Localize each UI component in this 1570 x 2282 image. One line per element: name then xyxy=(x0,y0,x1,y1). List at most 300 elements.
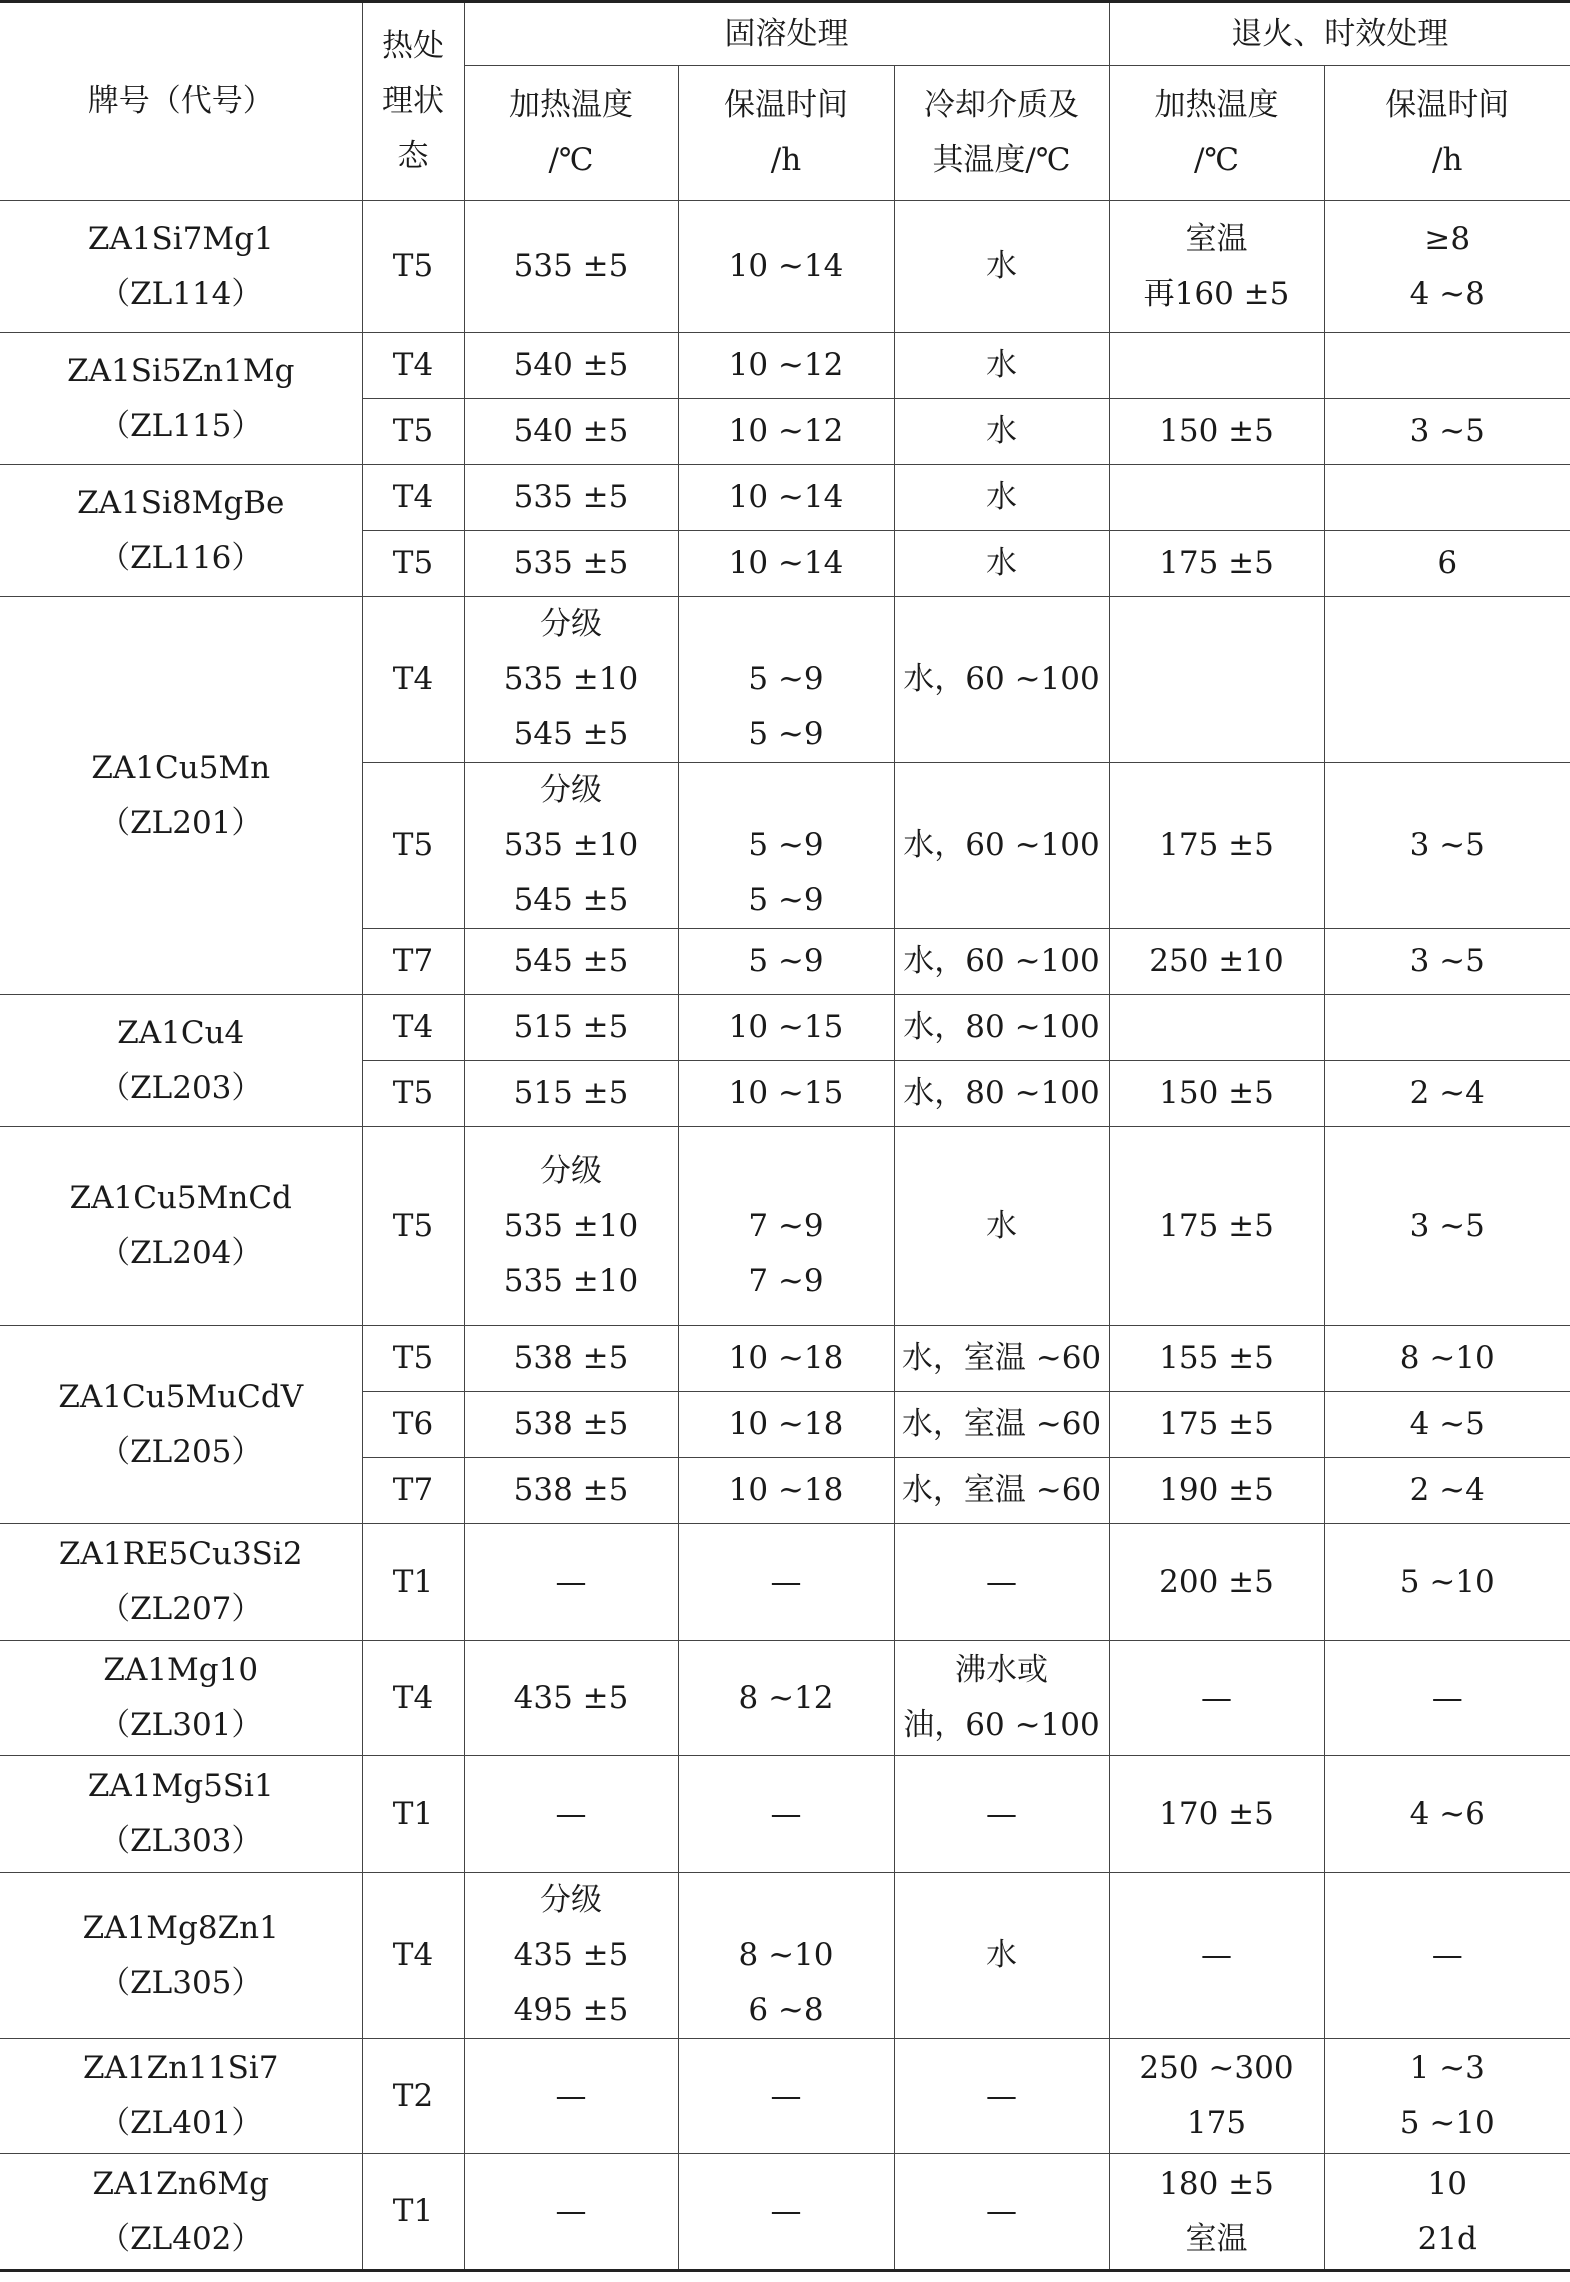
cell-line: 分级 xyxy=(540,1152,602,1189)
cell-line: 540 ±5 xyxy=(513,413,629,449)
solution-time-cell xyxy=(678,1061,894,1127)
cell-line: （ZL305） xyxy=(99,1964,263,2001)
solution-time-cell xyxy=(678,995,894,1061)
cell-line: — xyxy=(770,2193,802,2229)
solution-time-cell xyxy=(678,465,894,531)
aging-time-cell xyxy=(1324,1392,1570,1458)
grade-cell xyxy=(0,597,362,995)
cell-line: 535 ±10 xyxy=(503,827,639,863)
cell-line: 水，室温 ~60 xyxy=(901,1340,1102,1376)
aging-time-cell xyxy=(1324,929,1570,995)
cell-line xyxy=(681,1873,892,1928)
cell-line: 分级 xyxy=(540,772,602,808)
aging-time-cell xyxy=(1324,531,1570,597)
aging-temperature-cell xyxy=(1109,1458,1324,1524)
cell-line xyxy=(1112,470,1322,525)
cell-line: — xyxy=(1201,1679,1232,1716)
table-row xyxy=(0,1326,1570,1392)
cell-line: （ZL114） xyxy=(99,275,263,312)
cell-line xyxy=(1112,1000,1322,1055)
cooling-medium-cell xyxy=(894,333,1109,399)
cell-line: 435 ±5 xyxy=(513,1937,629,1973)
cell-line xyxy=(1327,652,1569,707)
cell-line: 水，60 ~100 xyxy=(903,943,1100,979)
cell-line: 535 ±5 xyxy=(513,545,629,581)
cell-line: 10 ~12 xyxy=(728,347,844,383)
header-row-1 xyxy=(0,2,1570,66)
header-solution-group xyxy=(464,2,1109,66)
state-cell: T1 xyxy=(362,1524,464,1641)
state-cell: T6 xyxy=(362,1392,464,1458)
grade-cell xyxy=(0,1127,362,1326)
cooling-medium-cell xyxy=(894,1756,1109,1873)
header-solution-label: 固溶处理 xyxy=(724,15,849,52)
aging-temperature-cell xyxy=(1109,2039,1324,2154)
cooling-medium-cell xyxy=(894,1524,1109,1641)
cell-line: （ZL204） xyxy=(99,1235,263,1271)
cooling-medium-cell xyxy=(894,201,1109,333)
header-line: 其温度/℃ xyxy=(932,142,1071,178)
header-cooling-medium xyxy=(894,66,1109,201)
cell-line: ZA1Mg10 xyxy=(103,1652,259,1688)
cell-line: （ZL205） xyxy=(99,1433,263,1470)
solution-time-cell xyxy=(678,1756,894,1873)
table-row xyxy=(0,1641,1570,1756)
solution-temperature-cell xyxy=(464,2154,678,2271)
cell-line: 5 ~9 xyxy=(748,882,824,918)
cell-line: 10 xyxy=(1427,2165,1467,2202)
table-row xyxy=(0,2154,1570,2271)
solution-time-cell xyxy=(678,1458,894,1524)
aging-temperature-cell xyxy=(1109,1127,1324,1326)
cell-line: 2 ~4 xyxy=(1409,1075,1485,1111)
table-row xyxy=(0,2039,1570,2154)
cooling-medium-cell xyxy=(894,465,1109,531)
cell-line: 室温 xyxy=(1185,2220,1248,2257)
state-cell: T5 xyxy=(362,201,464,333)
cell-line: ZA1Cu4 xyxy=(117,1014,245,1051)
cell-line: — xyxy=(555,1563,587,1600)
cell-line: 7 ~9 xyxy=(748,1207,824,1244)
cell-line: 10 ~14 xyxy=(728,545,844,581)
cell-line: — xyxy=(770,1563,802,1600)
solution-temperature-cell xyxy=(464,763,678,929)
cell-line: 10 ~18 xyxy=(728,1340,844,1376)
cell-line: 515 ±5 xyxy=(513,1009,629,1045)
cell-line: 435 ±5 xyxy=(513,1679,629,1716)
state-cell: T4 xyxy=(362,597,464,763)
cell-line: 10 ~15 xyxy=(728,1075,844,1111)
cell-line: ZA1Si5Zn1Mg xyxy=(67,352,295,389)
state-cell: T4 xyxy=(362,465,464,531)
state-cell: T5 xyxy=(362,399,464,465)
cell-line: 4 ~8 xyxy=(1409,275,1485,312)
cell-line: ≥8 xyxy=(1424,220,1471,257)
solution-temperature-cell xyxy=(464,1458,678,1524)
cell-line: 250 ~300 xyxy=(1139,2050,1294,2086)
state-cell: T7 xyxy=(362,929,464,995)
cell-line: 6 ~8 xyxy=(748,1992,824,2028)
cell-line: 535 ±5 xyxy=(513,479,629,515)
cell-line: 水，室温 ~60 xyxy=(901,1406,1102,1442)
cell-line: 8 ~10 xyxy=(738,1937,834,1973)
cell-line: ZA1Si7Mg1 xyxy=(87,220,274,257)
cell-line: 540 ±5 xyxy=(513,347,629,383)
header-line: 冷却介质及 xyxy=(924,87,1079,123)
aging-temperature-cell xyxy=(1109,465,1324,531)
cell-line: — xyxy=(986,2077,1017,2114)
cooling-medium-cell xyxy=(894,1641,1109,1756)
cell-line: 538 ±5 xyxy=(513,1472,629,1508)
header-solution-temperature xyxy=(464,66,678,201)
table-row xyxy=(0,1756,1570,1873)
aging-time-cell xyxy=(1324,1127,1570,1326)
cell-line: 495 ±5 xyxy=(513,1992,629,2028)
cell-line: 535 ±10 xyxy=(503,661,639,697)
cooling-medium-cell xyxy=(894,399,1109,465)
grade-cell xyxy=(0,1756,362,1873)
cell-line: （ZL203） xyxy=(99,1069,263,1106)
grade-cell xyxy=(0,1641,362,1756)
state-cell: T2 xyxy=(362,2039,464,2154)
cell-line: 水 xyxy=(986,248,1017,284)
cell-line xyxy=(681,763,892,818)
cell-line: ZA1Si8MgBe xyxy=(77,484,285,521)
cell-line: ZA1Zn11Si7 xyxy=(83,2050,279,2086)
solution-temperature-cell xyxy=(464,1061,678,1127)
cell-line: 水 xyxy=(986,347,1017,383)
cooling-medium-cell xyxy=(894,1873,1109,2039)
cell-line: 水 xyxy=(986,1937,1017,1973)
solution-temperature-cell xyxy=(464,531,678,597)
cell-line: 5 ~10 xyxy=(1399,1563,1495,1600)
cooling-medium-cell xyxy=(894,1458,1109,1524)
cell-line: 5 ~9 xyxy=(748,716,824,752)
header-aging-group xyxy=(1109,2,1570,66)
header-line: 加热温度 xyxy=(509,87,633,123)
cell-line: 10 ~18 xyxy=(728,1472,844,1508)
header-grade-label: 牌号（代号） xyxy=(87,83,274,119)
aging-temperature-cell xyxy=(1109,1326,1324,1392)
cell-line: 水，80 ~100 xyxy=(903,1009,1100,1045)
header-line: 加热温度 xyxy=(1154,87,1279,123)
cell-line xyxy=(1112,652,1322,707)
cell-line: 水 xyxy=(986,479,1017,515)
cell-line: 3 ~5 xyxy=(1409,1207,1485,1244)
state-cell: T7 xyxy=(362,1458,464,1524)
aging-temperature-cell xyxy=(1109,1524,1324,1641)
aging-temperature-cell xyxy=(1109,597,1324,763)
solution-time-cell xyxy=(678,531,894,597)
cooling-medium-cell xyxy=(894,2039,1109,2154)
cell-line: 8 ~10 xyxy=(1399,1340,1495,1376)
cell-line: 7 ~9 xyxy=(748,1262,824,1299)
table-row xyxy=(0,1127,1570,1326)
state-cell: T1 xyxy=(362,1756,464,1873)
cell-line: （ZL116） xyxy=(99,539,263,576)
state-cell: T5 xyxy=(362,1061,464,1127)
cell-line: 6 xyxy=(1437,545,1458,581)
header-aging-label: 退火、时效处理 xyxy=(1231,15,1449,52)
aging-temperature-cell xyxy=(1109,929,1324,995)
cell-line: （ZL402） xyxy=(99,2220,263,2257)
cell-line: 180 ±5 xyxy=(1159,2165,1274,2202)
header-grade xyxy=(0,2,362,201)
cell-line xyxy=(1327,338,1569,393)
cell-line: 5 ~9 xyxy=(748,661,824,697)
cell-line: 水，60 ~100 xyxy=(903,661,1100,697)
aging-temperature-cell xyxy=(1109,201,1324,333)
cell-line: 175 ±5 xyxy=(1159,545,1274,581)
solution-time-cell xyxy=(678,2039,894,2154)
grade-cell xyxy=(0,333,362,465)
solution-temperature-cell xyxy=(464,995,678,1061)
cell-line: 200 ±5 xyxy=(1159,1563,1274,1600)
solution-time-cell xyxy=(678,1641,894,1756)
aging-time-cell xyxy=(1324,2154,1570,2271)
solution-time-cell xyxy=(678,333,894,399)
solution-time-cell xyxy=(678,597,894,763)
cell-line: — xyxy=(555,2077,587,2114)
header-line: /℃ xyxy=(1193,142,1240,178)
aging-time-cell xyxy=(1324,399,1570,465)
cell-line: 545 ±5 xyxy=(513,716,629,752)
grade-cell xyxy=(0,995,362,1127)
solution-temperature-cell xyxy=(464,597,678,763)
cell-line: （ZL207） xyxy=(99,1591,263,1627)
cell-line: （ZL401） xyxy=(99,2105,263,2141)
cell-line: 538 ±5 xyxy=(513,1340,629,1376)
cell-line: ZA1Cu5Mn xyxy=(91,749,271,786)
state-cell: T1 xyxy=(362,2154,464,2271)
solution-time-cell xyxy=(678,1127,894,1326)
header-aging-time xyxy=(1324,66,1570,201)
cell-line: 535 ±10 xyxy=(503,1207,639,1244)
cell-line: 175 ±5 xyxy=(1159,827,1274,863)
cell-line: 3 ~5 xyxy=(1409,413,1485,449)
cell-line: — xyxy=(986,1795,1017,1832)
cell-line: 535 ±10 xyxy=(503,1262,639,1299)
cell-line: 515 ±5 xyxy=(513,1075,629,1111)
cell-line: 150 ±5 xyxy=(1159,413,1274,449)
cell-line: 水 xyxy=(986,413,1017,449)
solution-temperature-cell xyxy=(464,1641,678,1756)
grade-cell xyxy=(0,465,362,597)
aging-temperature-cell xyxy=(1109,1756,1324,1873)
header-state xyxy=(362,2,464,201)
header-line: /h xyxy=(770,142,802,178)
header-line: /h xyxy=(1432,142,1463,178)
state-cell: T4 xyxy=(362,333,464,399)
cooling-medium-cell xyxy=(894,1127,1109,1326)
grade-cell xyxy=(0,201,362,333)
solution-time-cell xyxy=(678,1873,894,2039)
aging-time-cell xyxy=(1324,1061,1570,1127)
header-solution-time xyxy=(678,66,894,201)
aging-time-cell xyxy=(1324,1458,1570,1524)
solution-time-cell xyxy=(678,1524,894,1641)
grade-cell xyxy=(0,1873,362,2039)
cell-line xyxy=(681,1144,892,1199)
aging-temperature-cell xyxy=(1109,1392,1324,1458)
cell-line: 170 ±5 xyxy=(1159,1795,1274,1832)
grade-cell xyxy=(0,2039,362,2154)
cell-line: 175 xyxy=(1186,2105,1247,2141)
aging-time-cell xyxy=(1324,333,1570,399)
cell-line: 再160 ±5 xyxy=(1143,275,1290,312)
table-row xyxy=(0,333,1570,399)
header-state-line: 态 xyxy=(397,138,429,174)
cell-line: 545 ±5 xyxy=(513,882,629,918)
cell-line: 8 ~12 xyxy=(738,1679,834,1716)
header-state-line: 理状 xyxy=(382,83,444,119)
state-cell: T4 xyxy=(362,995,464,1061)
cell-line: ZA1Zn6Mg xyxy=(92,2165,269,2202)
aging-time-cell xyxy=(1324,2039,1570,2154)
aging-time-cell xyxy=(1324,1873,1570,2039)
solution-time-cell xyxy=(678,929,894,995)
aging-temperature-cell xyxy=(1109,1061,1324,1127)
aging-time-cell xyxy=(1324,1524,1570,1641)
cell-line: 538 ±5 xyxy=(513,1406,629,1442)
aging-temperature-cell xyxy=(1109,531,1324,597)
cell-line: 10 ~15 xyxy=(728,1009,844,1045)
cell-line: 190 ±5 xyxy=(1159,1472,1274,1508)
table-row xyxy=(0,597,1570,763)
cooling-medium-cell xyxy=(894,763,1109,929)
cooling-medium-cell xyxy=(894,995,1109,1061)
cooling-medium-cell xyxy=(894,2154,1109,2271)
solution-temperature-cell xyxy=(464,2039,678,2154)
cooling-medium-cell xyxy=(894,929,1109,995)
state-cell: T5 xyxy=(362,1326,464,1392)
cell-line: 5 ~9 xyxy=(748,943,824,979)
header-line: 保温时间 xyxy=(724,87,848,123)
cell-line: — xyxy=(986,1563,1017,1600)
cooling-medium-cell xyxy=(894,1392,1109,1458)
table-row xyxy=(0,995,1570,1061)
cell-line: 175 ±5 xyxy=(1159,1207,1274,1244)
cell-line: 沸水或 xyxy=(955,1652,1048,1688)
cell-line xyxy=(1327,470,1569,525)
cell-line: 4 ~6 xyxy=(1409,1795,1485,1832)
solution-temperature-cell xyxy=(464,399,678,465)
cell-line: — xyxy=(1431,1679,1463,1716)
grade-cell xyxy=(0,1326,362,1524)
cell-line xyxy=(1112,338,1322,393)
solution-time-cell xyxy=(678,1392,894,1458)
aging-temperature-cell xyxy=(1109,1873,1324,2039)
solution-temperature-cell xyxy=(464,1756,678,1873)
state-cell: T5 xyxy=(362,1127,464,1326)
cell-line: 水 xyxy=(986,545,1017,581)
table-row xyxy=(0,201,1570,333)
cell-line: — xyxy=(986,2193,1017,2229)
solution-time-cell xyxy=(678,2154,894,2271)
grade-cell xyxy=(0,1524,362,1641)
aging-time-cell xyxy=(1324,995,1570,1061)
cell-line: 10 ~14 xyxy=(728,479,844,515)
cell-line xyxy=(1327,1000,1569,1055)
table-row xyxy=(0,1524,1570,1641)
cell-line: 150 ±5 xyxy=(1159,1075,1274,1111)
aging-time-cell xyxy=(1324,1326,1570,1392)
cell-line: 3 ~5 xyxy=(1409,827,1485,863)
aging-temperature-cell xyxy=(1109,1641,1324,1756)
cell-line: — xyxy=(555,2193,587,2229)
cell-line: 水，室温 ~60 xyxy=(901,1472,1102,1508)
header-line: 保温时间 xyxy=(1385,87,1510,123)
cell-line: — xyxy=(770,2077,802,2114)
solution-temperature-cell xyxy=(464,1873,678,2039)
state-cell: T5 xyxy=(362,531,464,597)
solution-time-cell xyxy=(678,399,894,465)
cell-line: （ZL201） xyxy=(99,804,263,841)
solution-time-cell xyxy=(678,1326,894,1392)
solution-time-cell xyxy=(678,201,894,333)
cell-line: 535 ±5 xyxy=(513,248,629,284)
aging-temperature-cell xyxy=(1109,399,1324,465)
state-cell: T4 xyxy=(362,1873,464,2039)
solution-temperature-cell xyxy=(464,333,678,399)
aging-time-cell xyxy=(1324,1756,1570,1873)
cell-line: 室温 xyxy=(1185,220,1248,257)
cell-line: 10 ~12 xyxy=(728,413,844,449)
cell-line: 水，60 ~100 xyxy=(903,827,1100,863)
solution-temperature-cell xyxy=(464,1326,678,1392)
cell-line: 5 ~9 xyxy=(748,827,824,863)
cell-line: 250 ±10 xyxy=(1149,943,1284,979)
aging-time-cell xyxy=(1324,465,1570,531)
cell-line: — xyxy=(1201,1937,1232,1973)
cell-line: — xyxy=(555,1795,587,1832)
cell-line: 分级 xyxy=(540,606,602,642)
aging-temperature-cell xyxy=(1109,995,1324,1061)
grade-cell xyxy=(0,2154,362,2271)
header-aging-temperature xyxy=(1109,66,1324,201)
cell-line: 4 ~5 xyxy=(1409,1406,1485,1442)
cooling-medium-cell xyxy=(894,597,1109,763)
cell-line: 5 ~10 xyxy=(1399,2105,1495,2141)
cell-line: 545 ±5 xyxy=(513,943,629,979)
cell-line: 10 ~18 xyxy=(728,1406,844,1442)
cell-line: ZA1RE5Cu3Si2 xyxy=(58,1536,303,1572)
cell-line: 155 ±5 xyxy=(1159,1340,1274,1376)
cooling-medium-cell xyxy=(894,1061,1109,1127)
cell-line: 分级 xyxy=(540,1882,602,1918)
aging-temperature-cell xyxy=(1109,763,1324,929)
solution-temperature-cell xyxy=(464,1392,678,1458)
aging-temperature-cell xyxy=(1109,2154,1324,2271)
aging-time-cell xyxy=(1324,597,1570,763)
solution-temperature-cell xyxy=(464,1524,678,1641)
solution-temperature-cell xyxy=(464,465,678,531)
cell-line: ZA1Cu5MuCdV xyxy=(58,1378,304,1415)
cell-line: （ZL303） xyxy=(99,1823,263,1859)
cell-line: ZA1Cu5MnCd xyxy=(69,1180,292,1216)
solution-temperature-cell xyxy=(464,929,678,995)
state-cell: T4 xyxy=(362,1641,464,1756)
cell-line: 水，80 ~100 xyxy=(903,1075,1100,1111)
cell-line: ZA1Mg8Zn1 xyxy=(82,1909,279,1946)
cell-line: 175 ±5 xyxy=(1159,1406,1274,1442)
solution-time-cell xyxy=(678,763,894,929)
state-cell: T5 xyxy=(362,763,464,929)
cell-line: — xyxy=(770,1795,802,1832)
header-line: /℃ xyxy=(548,142,594,178)
cell-line xyxy=(681,597,892,652)
cell-line: （ZL301） xyxy=(99,1707,263,1743)
